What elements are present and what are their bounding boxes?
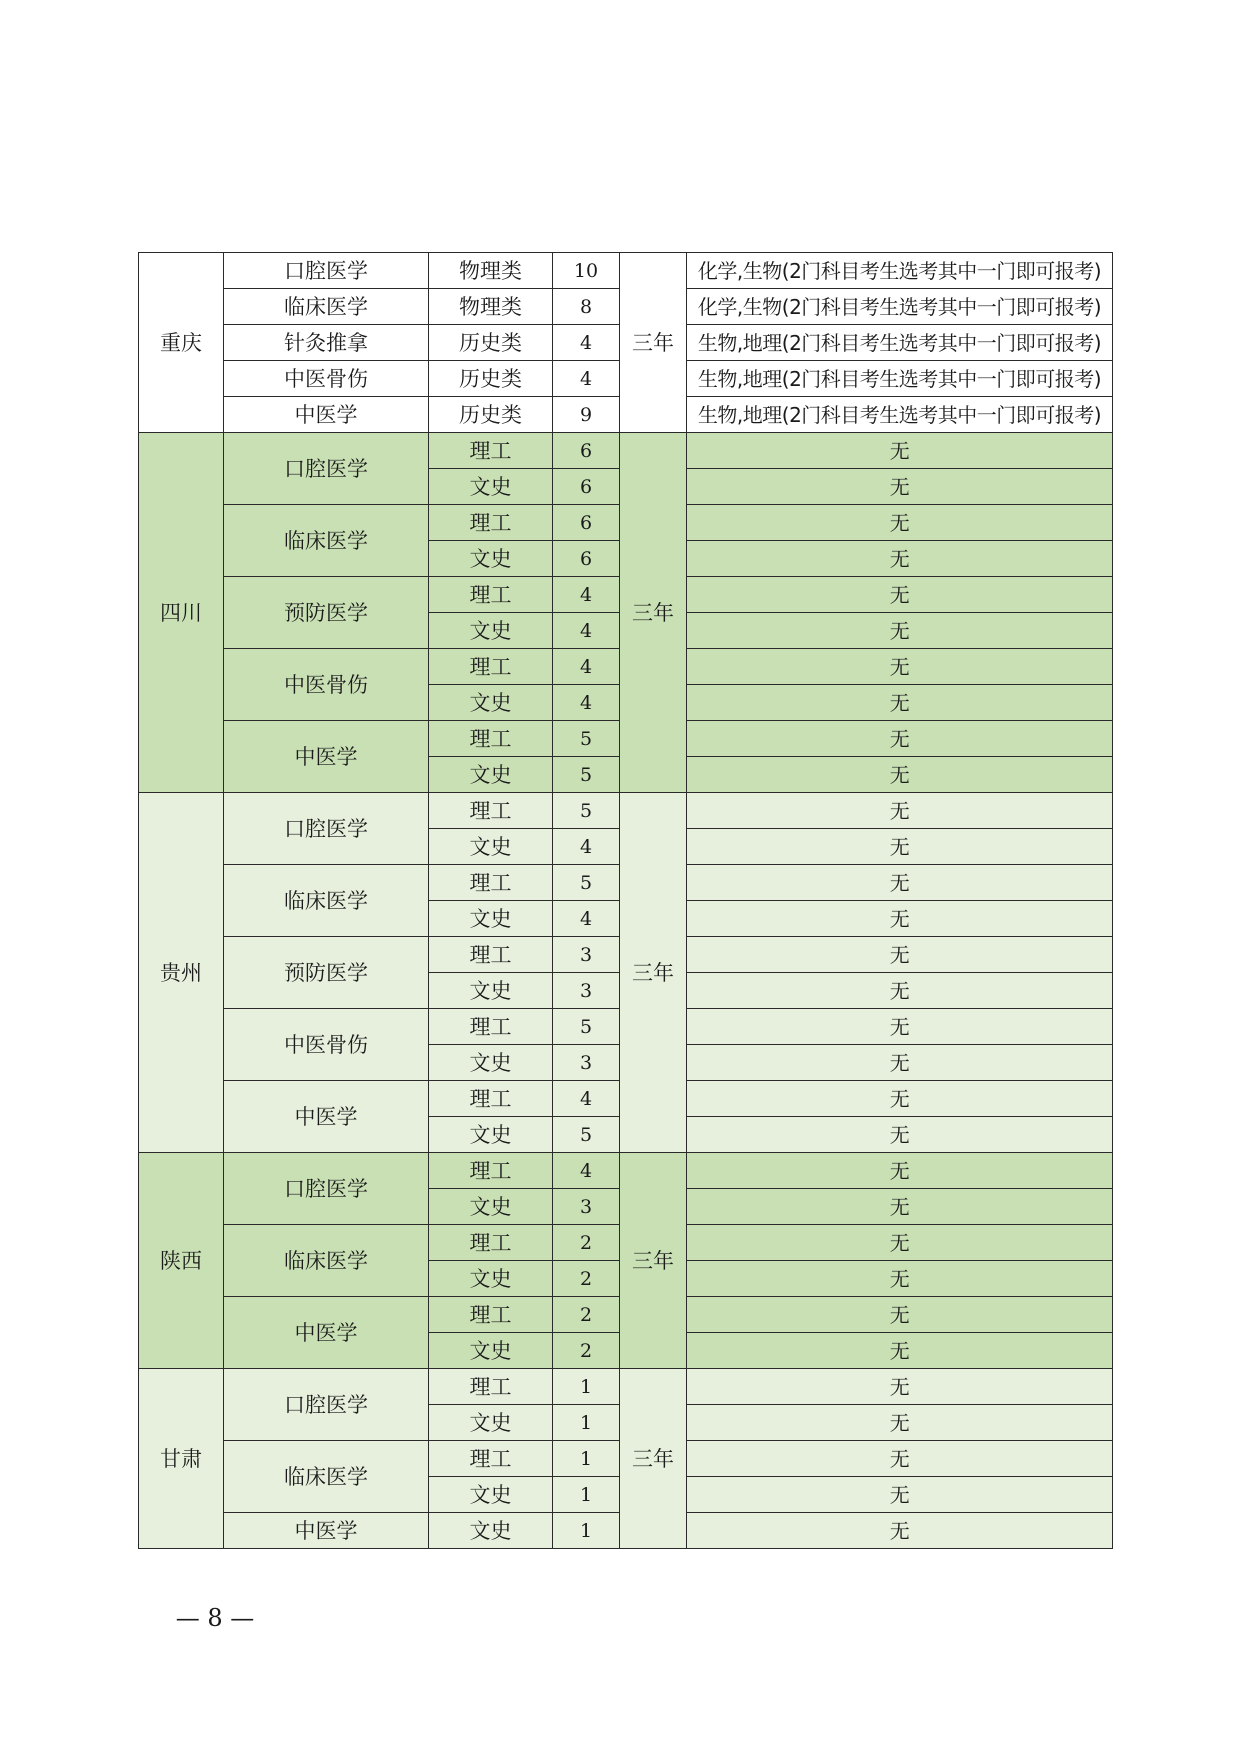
enrollment-plan-table: [138, 252, 1113, 1549]
category-cell: 文史: [429, 1117, 553, 1153]
major-cell: 口腔医学: [224, 433, 429, 505]
duration-cell: 三年: [620, 1369, 687, 1549]
quota-cell: 4: [553, 613, 620, 649]
quota-cell: 4: [553, 829, 620, 865]
enrollment-table-wrapper: [138, 252, 1112, 1549]
quota-cell: 4: [553, 1153, 620, 1189]
quota-cell: 1: [553, 1441, 620, 1477]
category-cell: 文史: [429, 541, 553, 577]
category-cell: 文史: [429, 1513, 553, 1549]
quota-cell: 6: [553, 541, 620, 577]
requirement-cell: 无: [687, 865, 1113, 901]
quota-cell: 1: [553, 1405, 620, 1441]
requirement-cell: 无: [687, 1369, 1113, 1405]
major-cell: 临床医学: [224, 1441, 429, 1513]
category-cell: 文史: [429, 469, 553, 505]
quota-cell: 3: [553, 973, 620, 1009]
quota-cell: 2: [553, 1261, 620, 1297]
requirement-cell: 无: [687, 829, 1113, 865]
category-cell: 文史: [429, 1189, 553, 1225]
category-cell: 物理类: [429, 289, 553, 325]
quota-cell: 3: [553, 937, 620, 973]
quota-cell: 5: [553, 757, 620, 793]
requirement-cell: 无: [687, 1045, 1113, 1081]
category-cell: 理工: [429, 1297, 553, 1333]
requirement-cell: 生物,地理(2门科目考生选考其中一门即可报考): [687, 325, 1113, 361]
category-cell: 理工: [429, 577, 553, 613]
major-cell: 中医骨伤: [224, 649, 429, 721]
requirement-cell: 生物,地理(2门科目考生选考其中一门即可报考): [687, 397, 1113, 433]
category-cell: 历史类: [429, 325, 553, 361]
quota-cell: 4: [553, 685, 620, 721]
quota-cell: 6: [553, 433, 620, 469]
category-cell: 文史: [429, 1477, 553, 1513]
requirement-cell: 无: [687, 937, 1113, 973]
requirement-cell: 无: [687, 685, 1113, 721]
quota-cell: 4: [553, 577, 620, 613]
category-cell: 理工: [429, 793, 553, 829]
major-cell: 口腔医学: [224, 1369, 429, 1441]
major-cell: 口腔医学: [224, 1153, 429, 1225]
major-cell: 预防医学: [224, 577, 429, 649]
major-cell: 针灸推拿: [224, 325, 429, 361]
quota-cell: 1: [553, 1369, 620, 1405]
quota-cell: 4: [553, 1081, 620, 1117]
requirement-cell: 无: [687, 1405, 1113, 1441]
category-cell: 文史: [429, 1261, 553, 1297]
quota-cell: 5: [553, 865, 620, 901]
category-cell: 文史: [429, 685, 553, 721]
category-cell: 文史: [429, 1333, 553, 1369]
requirement-cell: 无: [687, 505, 1113, 541]
quota-cell: 9: [553, 397, 620, 433]
requirement-cell: 无: [687, 1261, 1113, 1297]
requirement-cell: 无: [687, 1117, 1113, 1153]
category-cell: 理工: [429, 1225, 553, 1261]
requirement-cell: 无: [687, 901, 1113, 937]
major-cell: 临床医学: [224, 1225, 429, 1297]
requirement-cell: 无: [687, 541, 1113, 577]
category-cell: 文史: [429, 829, 553, 865]
requirement-cell: 无: [687, 433, 1113, 469]
category-cell: 理工: [429, 1153, 553, 1189]
requirement-cell: 无: [687, 1333, 1113, 1369]
requirement-cell: 无: [687, 793, 1113, 829]
quota-cell: 2: [553, 1225, 620, 1261]
quota-cell: 5: [553, 793, 620, 829]
quota-cell: 8: [553, 289, 620, 325]
category-cell: 文史: [429, 973, 553, 1009]
category-cell: 理工: [429, 505, 553, 541]
major-cell: 中医骨伤: [224, 361, 429, 397]
category-cell: 文史: [429, 757, 553, 793]
quota-cell: 2: [553, 1333, 620, 1369]
requirement-cell: 无: [687, 649, 1113, 685]
duration-cell: 三年: [620, 253, 687, 433]
major-cell: 临床医学: [224, 505, 429, 577]
category-cell: 文史: [429, 613, 553, 649]
duration-cell: 三年: [620, 793, 687, 1153]
major-cell: 预防医学: [224, 937, 429, 1009]
quota-cell: 4: [553, 649, 620, 685]
requirement-cell: 无: [687, 1513, 1113, 1549]
requirement-cell: 化学,生物(2门科目考生选考其中一门即可报考): [687, 253, 1113, 289]
quota-cell: 5: [553, 1009, 620, 1045]
category-cell: 文史: [429, 1405, 553, 1441]
quota-cell: 6: [553, 469, 620, 505]
major-cell: 口腔医学: [224, 793, 429, 865]
quota-cell: 4: [553, 901, 620, 937]
quota-cell: 6: [553, 505, 620, 541]
category-cell: 理工: [429, 721, 553, 757]
major-cell: 中医学: [224, 721, 429, 793]
category-cell: 理工: [429, 937, 553, 973]
requirement-cell: 无: [687, 1081, 1113, 1117]
requirement-cell: 无: [687, 1441, 1113, 1477]
category-cell: 理工: [429, 433, 553, 469]
table-row: [139, 433, 1113, 469]
category-cell: 物理类: [429, 253, 553, 289]
quota-cell: 1: [553, 1477, 620, 1513]
table-row: [139, 1369, 1113, 1405]
requirement-cell: 化学,生物(2门科目考生选考其中一门即可报考): [687, 289, 1113, 325]
table-row: [139, 793, 1113, 829]
province-cell: 贵州: [139, 793, 224, 1153]
province-cell: 甘肃: [139, 1369, 224, 1549]
requirement-cell: 无: [687, 1225, 1113, 1261]
major-cell: 中医骨伤: [224, 1009, 429, 1081]
requirement-cell: 无: [687, 721, 1113, 757]
category-cell: 理工: [429, 865, 553, 901]
page-number: — 8 —: [175, 1604, 255, 1632]
quota-cell: 3: [553, 1189, 620, 1225]
category-cell: 理工: [429, 649, 553, 685]
quota-cell: 3: [553, 1045, 620, 1081]
requirement-cell: 无: [687, 469, 1113, 505]
category-cell: 历史类: [429, 361, 553, 397]
requirement-cell: 无: [687, 613, 1113, 649]
category-cell: 理工: [429, 1369, 553, 1405]
quota-cell: 5: [553, 1117, 620, 1153]
major-cell: 中医学: [224, 1513, 429, 1549]
table-body: [139, 253, 1113, 1549]
requirement-cell: 生物,地理(2门科目考生选考其中一门即可报考): [687, 361, 1113, 397]
category-cell: 文史: [429, 1045, 553, 1081]
duration-cell: 三年: [620, 433, 687, 793]
quota-cell: 4: [553, 325, 620, 361]
table-row: [139, 1153, 1113, 1189]
requirement-cell: 无: [687, 1153, 1113, 1189]
major-cell: 中医学: [224, 1297, 429, 1369]
province-cell: 陕西: [139, 1153, 224, 1369]
category-cell: 理工: [429, 1009, 553, 1045]
quota-cell: 1: [553, 1513, 620, 1549]
category-cell: 历史类: [429, 397, 553, 433]
requirement-cell: 无: [687, 1189, 1113, 1225]
requirement-cell: 无: [687, 1297, 1113, 1333]
requirement-cell: 无: [687, 757, 1113, 793]
requirement-cell: 无: [687, 973, 1113, 1009]
requirement-cell: 无: [687, 1009, 1113, 1045]
quota-cell: 4: [553, 361, 620, 397]
quota-cell: 5: [553, 721, 620, 757]
major-cell: 中医学: [224, 1081, 429, 1153]
duration-cell: 三年: [620, 1153, 687, 1369]
category-cell: 理工: [429, 1081, 553, 1117]
province-cell: 四川: [139, 433, 224, 793]
major-cell: 口腔医学: [224, 253, 429, 289]
major-cell: 临床医学: [224, 289, 429, 325]
requirement-cell: 无: [687, 577, 1113, 613]
quota-cell: 10: [553, 253, 620, 289]
quota-cell: 2: [553, 1297, 620, 1333]
major-cell: 临床医学: [224, 865, 429, 937]
table-row: [139, 253, 1113, 289]
category-cell: 理工: [429, 1441, 553, 1477]
category-cell: 文史: [429, 901, 553, 937]
requirement-cell: 无: [687, 1477, 1113, 1513]
province-cell: 重庆: [139, 253, 224, 433]
major-cell: 中医学: [224, 397, 429, 433]
